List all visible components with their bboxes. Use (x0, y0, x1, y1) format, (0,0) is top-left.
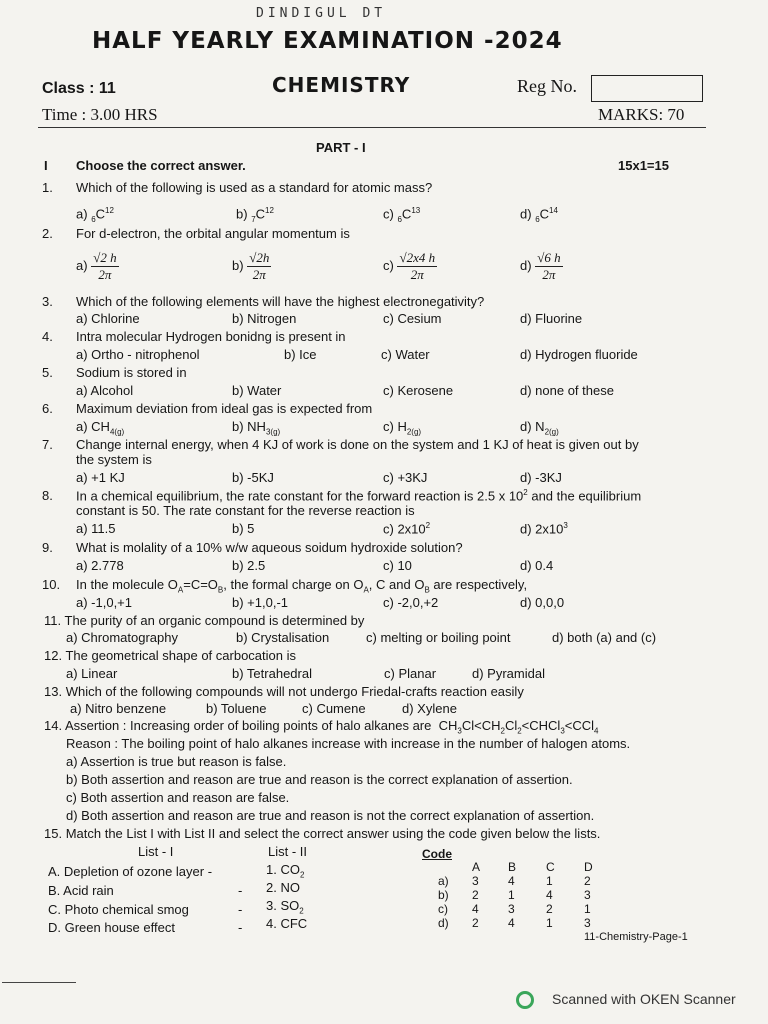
option-d: d) 0.4 (520, 558, 554, 573)
question-text-cont: constant is 50. The rate constant for the reverse reaction is (76, 503, 415, 518)
code-col-d: D (584, 860, 593, 874)
list-1-title: List - I (138, 844, 174, 859)
question-text: Intra molecular Hydrogen bonidng is present in (76, 329, 346, 344)
list-1-item-a: A. Depletion of ozone layer - (48, 864, 213, 879)
option-b: b) +1,0,-1 (232, 595, 289, 610)
option-a: a) $_6C^{12}$ (76, 206, 114, 224)
question-number: 4. (42, 329, 53, 344)
code-cell: 3 (508, 902, 515, 916)
option-a: a) Assertion is true but reason is false. (66, 754, 287, 769)
option-c: c) $H_{2(g)}$ (383, 419, 422, 437)
question-text: What is molality of a 10% w/w aqueous soidum hydroxide solution? (76, 540, 463, 555)
option-a: a) +1 KJ (76, 470, 125, 485)
option-a: a) Ortho - nitrophenol (76, 347, 200, 362)
question-number: 6. (42, 401, 53, 416)
option-d: d) Pyramidal (472, 666, 545, 681)
option-c: c) melting or boiling point (366, 630, 511, 645)
option-a: a) -1,0,+1 (76, 595, 133, 610)
code-cell: 2 (472, 916, 479, 930)
question-number: 9. (42, 540, 53, 555)
code-cell: 3 (584, 916, 591, 930)
list-2-title: List - II (268, 844, 308, 859)
option-c: c) 10 (383, 558, 412, 573)
code-cell: 2 (584, 874, 591, 888)
option-b: b) 2.5 (232, 558, 266, 573)
header-rule (38, 127, 706, 128)
question-text: Change internal energy, when 4 KJ of work is done on the system and 1 KJ of heat is given out by (76, 437, 639, 452)
code-row (438, 888, 614, 902)
option-c: c) Cumene (302, 701, 366, 716)
scan-edge-line (2, 982, 76, 983)
option-d: d) 0,0,0 (520, 595, 565, 610)
page-footer: 11-Chemistry-Page-1 (584, 931, 688, 943)
option-b: b) Both assertion and reason are true and reason is the correct explanation of assertion. (66, 772, 573, 787)
fraction-sqrt2x4-h-2pi: $\frac{√2x4 h}{2\pi}$ (399, 250, 436, 282)
scanner-watermark: Scanned with OKEN Scanner (552, 991, 736, 1007)
list-dash: - (238, 902, 243, 917)
fraction-sqrt2h-2pi: $\frac{√2h}{2\pi}$ (249, 250, 270, 282)
option-d: d) Hydrogen fluoride (520, 347, 638, 362)
question-text: In a chemical equilibrium, the rate constant for the forward reaction is 2.5 x $10^2$ and the equilibrium (76, 488, 642, 504)
part-marks: 15x1=15 (618, 158, 669, 173)
option-b: b) $\frac{√2h}{2\pi}$ (232, 250, 270, 282)
code-row (438, 916, 614, 930)
code-cell: 2 (472, 888, 479, 902)
code-cell: 1 (546, 916, 553, 930)
question-number: 2. (42, 226, 53, 241)
option-d: d) Xylene (402, 701, 457, 716)
code-cell: 3 (472, 874, 479, 888)
list-2-item-4: 4. CFC (266, 916, 308, 931)
marks-label: MARKS: 70 (598, 105, 685, 124)
option-a: a) 2.778 (76, 558, 124, 573)
handwritten-district: DINDIGUL DT (256, 6, 387, 21)
option-d: d) -3KJ (520, 470, 562, 485)
code-row-label: a) (438, 874, 449, 888)
option-c: c) $2x10^2$ (383, 521, 431, 537)
time-label: Time : 3.00 HRS (42, 105, 158, 124)
option-d: d) $N_{2(g)}$ (520, 419, 559, 437)
option-a: a) 11.5 (76, 521, 116, 536)
option-c: c) Cesium (383, 311, 442, 326)
option-c: c) -2,0,+2 (383, 595, 439, 610)
option-c: c) Water (381, 347, 430, 362)
option-b: b) -5KJ (232, 470, 274, 485)
option-c: c) Kerosene (383, 383, 454, 398)
option-c: c) Both assertion and reason are false. (66, 790, 290, 805)
option-a: a) Nitro benzene (70, 701, 167, 716)
option-b: b) Crystalisation (236, 630, 330, 645)
option-c: c) $\frac{√2x4 h}{2\pi}$ (383, 250, 436, 282)
reg-no-box[interactable] (591, 75, 703, 102)
reg-no-label: Reg No. (517, 76, 577, 96)
part-title: PART - I (316, 140, 366, 155)
option-b: b) Ice (284, 347, 317, 362)
question-11: 11. The purity of an organic compound is determined by (44, 613, 365, 628)
list-2-item-2: 2. NO (266, 880, 300, 895)
code-row-label: b) (438, 888, 449, 902)
question-number: 1. (42, 180, 53, 195)
option-b: b) 5 (232, 521, 255, 536)
question-text: Sodium is stored in (76, 365, 187, 380)
list-dash: - (238, 883, 243, 898)
subject-title: CHEMISTRY (272, 73, 411, 97)
class-label: Class : 11 (42, 80, 116, 97)
code-row (438, 902, 614, 916)
option-d: d) $_6C^{14}$ (520, 206, 558, 224)
question-13: 13. Which of the following compounds will not undergo Friedal-crafts reaction easily (44, 684, 524, 699)
code-cell: 3 (584, 888, 591, 902)
code-row-label: d) (438, 916, 449, 930)
section-roman: I (44, 158, 48, 173)
option-d: d) Fluorine (520, 311, 583, 326)
reason-text: Reason : The boiling point of halo alkanes increase with increase in the number of halogen atoms. (66, 736, 631, 751)
question-number: 5. (42, 365, 53, 380)
question-text: For d-electron, the orbital angular momentum is (76, 226, 350, 241)
list-2-item-1: 1. $CO_2$ (266, 862, 305, 880)
exam-title: HALF YEARLY EXAMINATION -2024 (92, 28, 563, 54)
code-row-label: c) (438, 902, 448, 916)
option-b: b) $_7C^{12}$ (236, 206, 274, 224)
code-cell: 4 (508, 916, 515, 930)
code-cell: 1 (508, 888, 515, 902)
code-cell: 4 (508, 874, 515, 888)
option-a: a) $\frac{√2 h}{2\pi}$ (76, 250, 117, 282)
list-dash: - (238, 920, 243, 935)
list-1-item-c: C. Photo chemical smog (48, 902, 189, 917)
list-1-item-d: D. Green house effect (48, 920, 175, 935)
code-row (438, 874, 614, 888)
question-14: 14. Assertion : Increasing order of boiling points of halo alkanes are $CH_3Cl<CH_2Cl_2<CHCl_3<CCl_4$ (44, 718, 599, 736)
code-cell: 2 (546, 902, 553, 916)
option-a: a) Alcohol (76, 383, 134, 398)
option-a: a) Chromatography (66, 630, 178, 645)
option-b: b) Water (232, 383, 282, 398)
option-a: a) Linear (66, 666, 118, 681)
question-number: 3. (42, 294, 53, 309)
option-d: d) $2x10^3$ (520, 521, 568, 537)
option-b: b) Toluene (206, 701, 267, 716)
option-b: b) Tetrahedral (232, 666, 312, 681)
code-cell: 1 (546, 874, 553, 888)
code-cell: 4 (472, 902, 479, 916)
option-d: d) Both assertion and reason are true and reason is not the correct explanation of assertion. (66, 808, 595, 823)
code-col-c: C (546, 860, 555, 874)
option-b: b) Nitrogen (232, 311, 297, 326)
question-text: Which of the following is used as a standard for atomic mass? (76, 180, 433, 195)
option-d: d) both (a) and (c) (552, 630, 657, 645)
code-cell: 4 (546, 888, 553, 902)
question-text-cont: the system is (76, 452, 152, 467)
code-table (438, 860, 614, 930)
scanner-logo-icon (516, 991, 534, 1009)
option-d: d) none of these (520, 383, 614, 398)
option-d: d) $\frac{√6 h}{2\pi}$ (520, 250, 561, 282)
question-12: 12. The geometrical shape of carbocation is (44, 648, 296, 663)
code-title: Code (422, 847, 452, 861)
option-c: c) Planar (384, 666, 437, 681)
fraction-sqrt6-h-2pi: $\frac{√6 h}{2\pi}$ (537, 250, 561, 282)
question-text: Maximum deviation from ideal gas is expected from (76, 401, 373, 416)
fraction-sqrt2-h-2pi: $\frac{√2 h}{2\pi}$ (93, 250, 117, 282)
code-col-a: A (472, 860, 481, 874)
instruction: Choose the correct answer. (76, 158, 246, 173)
question-text: Which of the following elements will have the highest electronegativity? (76, 294, 485, 309)
question-number: 8. (42, 488, 53, 503)
option-c: c) $_6C^{13}$ (383, 206, 421, 224)
option-c: c) +3KJ (383, 470, 428, 485)
option-a: a) $CH_{4(g)}$ (76, 419, 125, 437)
code-cell: 1 (584, 902, 591, 916)
question-15: 15. Match the List I with List II and select the correct answer using the code given below the lists. (44, 826, 601, 841)
option-a: a) Chlorine (76, 311, 140, 326)
list-1-item-b: B. Acid rain (48, 883, 114, 898)
code-header-row (438, 860, 614, 874)
option-b: b) $NH_{3(g)}$ (232, 419, 281, 437)
question-text: In the molecule $O_A=C=O_B$, the formal charge on $O_A$, C and $O_B$ are respectively, (76, 577, 528, 595)
list-2-item-3: 3. $SO_2$ (266, 898, 304, 916)
code-col-b: B (508, 860, 517, 874)
question-number: 10. (42, 577, 61, 592)
question-number: 7. (42, 437, 53, 452)
